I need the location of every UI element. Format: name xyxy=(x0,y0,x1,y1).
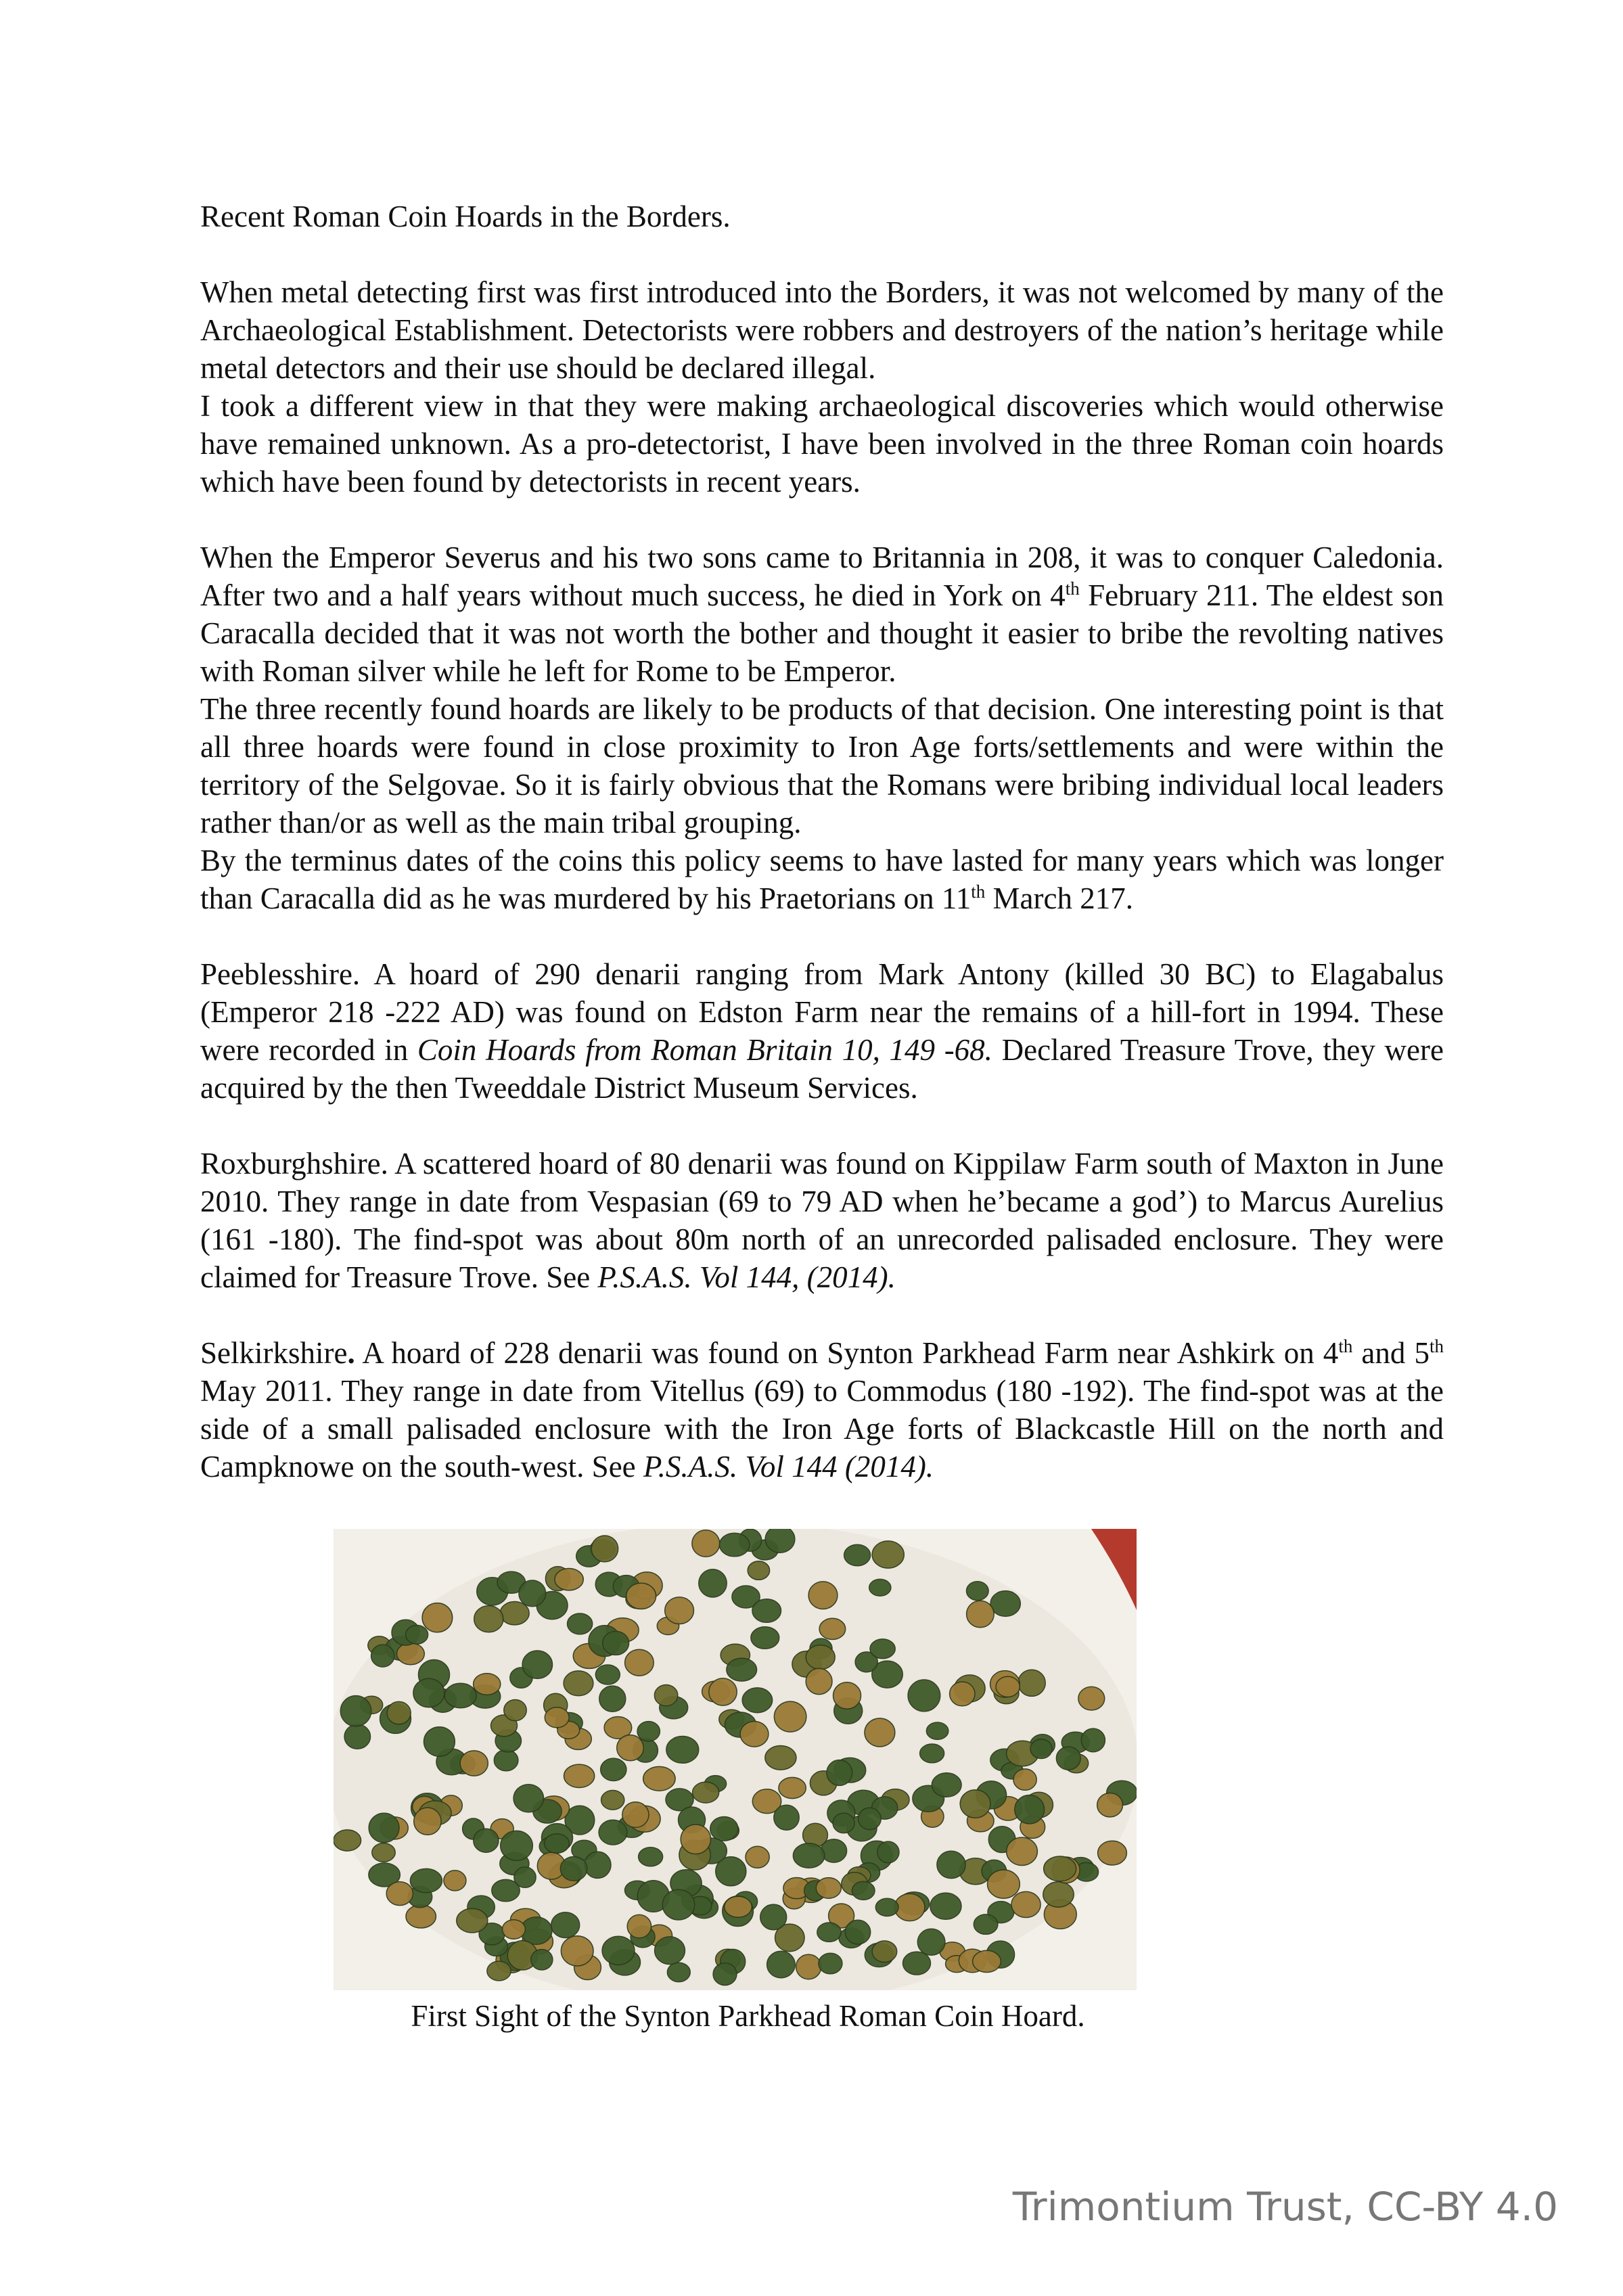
selkirkshire-paragraph: Selkirkshire. A hoard of 228 denarii was found on Synton Parkhead Farm near Ashkirk on 4th and 5th May 2011. They range in date from Vitellus (69) to Commodus (180 -192). The find-spot was at the side of a small palisaded enclosure with the Iron Age forts of Blackcastle Hill on the north and Campknowe on the south-west. See P.S.A.S. Vol 144 (2014). xyxy=(200,1336,1444,1484)
coin xyxy=(817,1923,841,1942)
coin xyxy=(387,1701,411,1724)
coin xyxy=(371,1645,394,1667)
selkirkshire-reference: P.S.A.S. Vol 144 (2014). xyxy=(643,1450,934,1484)
coin xyxy=(746,1846,769,1868)
coin xyxy=(603,1631,629,1655)
coin xyxy=(827,1760,852,1786)
coin xyxy=(990,1591,1020,1617)
coin xyxy=(444,1870,466,1891)
coin xyxy=(424,1727,455,1757)
coin xyxy=(819,1618,846,1639)
coin xyxy=(713,1963,737,1985)
coin xyxy=(748,1561,769,1580)
coin xyxy=(665,1597,694,1624)
coin xyxy=(406,1626,428,1645)
coin xyxy=(1081,1728,1105,1752)
coin xyxy=(960,1790,990,1818)
coin xyxy=(625,1649,654,1676)
coin xyxy=(564,1764,595,1787)
coin xyxy=(844,1544,871,1565)
coin xyxy=(917,1929,945,1955)
coin xyxy=(903,1952,931,1975)
coin xyxy=(779,1777,806,1798)
intro-paragraph-1: When metal detecting first was first introduced into the Borders, it was not welcomed by many of the Archaeological Establishment. Detectorists were robbers and destroyers of the nation’s heritage while metal detectors and their use should be declared illegal. xyxy=(200,275,1444,385)
coin xyxy=(752,1599,781,1623)
coin xyxy=(967,1601,995,1627)
coin xyxy=(926,1722,948,1739)
coin xyxy=(555,1569,583,1590)
coin xyxy=(1018,1670,1045,1696)
coin xyxy=(1056,1747,1080,1770)
coin xyxy=(872,1941,897,1962)
coin xyxy=(531,1950,553,1970)
coin xyxy=(494,1750,518,1771)
coin xyxy=(397,1643,425,1665)
coin xyxy=(808,1582,838,1609)
coin xyxy=(1044,1856,1076,1881)
coin xyxy=(599,1686,626,1712)
coin xyxy=(1043,1882,1074,1908)
coin xyxy=(545,1834,570,1854)
coin xyxy=(709,1678,737,1705)
coin xyxy=(974,1914,998,1934)
coin xyxy=(662,1889,695,1920)
coin xyxy=(796,1954,821,1979)
coin xyxy=(599,1820,627,1845)
coin xyxy=(595,1665,620,1684)
coin xyxy=(561,1936,593,1966)
coin xyxy=(852,1881,875,1900)
spacer xyxy=(200,235,1444,273)
coin xyxy=(819,1953,842,1973)
coin xyxy=(725,1896,752,1917)
coin xyxy=(833,1682,861,1709)
coin-hoard-photo xyxy=(334,1529,1137,1990)
coin xyxy=(1011,1891,1041,1917)
coin xyxy=(875,1898,898,1916)
coin xyxy=(1097,1793,1123,1817)
coin xyxy=(502,1920,525,1939)
coin xyxy=(643,1766,675,1791)
coin xyxy=(845,1920,870,1944)
coin xyxy=(774,1805,799,1830)
coin xyxy=(973,1950,1001,1972)
coin xyxy=(444,1683,476,1707)
coin xyxy=(865,1718,895,1747)
coin xyxy=(504,1700,526,1721)
coin xyxy=(406,1905,436,1928)
coin xyxy=(413,1678,444,1707)
coin xyxy=(568,1613,593,1634)
coin xyxy=(765,1529,795,1553)
coin xyxy=(617,1735,644,1761)
coin xyxy=(859,1808,882,1829)
history-paragraph-2: The three recently found hoards are likely to be products of that decision. One interesting point is that all three hoards were found in close proximity to Iron Age forts/settlements and were within the territory of the Selgovae. So it is fairly obvious that the Romans were bribing individual local leaders rather than/or as well as the main tribal grouping. xyxy=(200,692,1444,840)
coin xyxy=(872,1541,904,1568)
coin xyxy=(950,1682,975,1706)
coin xyxy=(869,1579,891,1596)
coin xyxy=(1030,1739,1052,1759)
coin xyxy=(667,1962,690,1981)
coin xyxy=(457,1908,488,1933)
coin xyxy=(492,1879,520,1901)
coin xyxy=(920,1744,944,1763)
coin xyxy=(833,1813,854,1833)
coin xyxy=(666,1737,699,1764)
coin xyxy=(474,1606,503,1632)
coin xyxy=(369,1813,399,1842)
coin xyxy=(340,1696,371,1726)
coin xyxy=(894,1893,925,1921)
peeblesshire-reference: Coin Hoards from Roman Britain 10, 149 -68. xyxy=(417,1033,992,1067)
coin xyxy=(551,1912,580,1938)
coin xyxy=(765,1746,796,1770)
coin xyxy=(1007,1837,1038,1865)
coin xyxy=(821,1839,846,1862)
coin xyxy=(422,1603,453,1632)
coin xyxy=(681,1824,710,1854)
coin xyxy=(988,1870,1020,1898)
coin xyxy=(519,1580,546,1607)
coin xyxy=(386,1882,413,1906)
peeblesshire-paragraph: Peeblesshire. A hoard of 290 denarii ranging from Mark Antony (killed 30 BC) to Elagabalus (Emperor 218 -222 AD) was found on Edston Farm near the remains of a hill-fort in 1994. These were recorded in Coin Hoards from Roman Britain 10, 149 -68. Declared Treasure Trove, they were acquired by the then Tweeddale District Museum Services. xyxy=(200,957,1444,1105)
intro-paragraph-2: I took a different view in that they were making archaeological discoveries which would otherwise have remained unknown. As a pro-detectorist, I have been involved in the three Roman coin hoards which have been found by detectorists in recent years. xyxy=(200,389,1444,499)
coin xyxy=(545,1707,569,1728)
coin xyxy=(967,1582,989,1601)
coin xyxy=(760,1904,787,1930)
coin xyxy=(501,1831,533,1860)
coin xyxy=(1078,1686,1105,1710)
coin xyxy=(500,1602,529,1625)
coin xyxy=(877,1841,899,1863)
coin xyxy=(637,1722,660,1741)
article-body xyxy=(200,198,1444,1486)
coin xyxy=(1015,1795,1045,1824)
coin xyxy=(751,1627,779,1649)
coin xyxy=(930,1893,961,1919)
coin xyxy=(627,1914,651,1937)
coin xyxy=(699,1569,727,1597)
coin xyxy=(654,1685,677,1706)
coin xyxy=(710,1817,738,1841)
spacer xyxy=(200,917,1444,955)
document-title: Recent Roman Coin Hoards in the Borders. xyxy=(200,200,731,233)
roxburghshire-paragraph: Roxburghshire. A scattered hoard of 80 denarii was found on Kippilaw Farm south of Maxton in June 2010. They range in date from Vespasian (69 to 79 AD when he’became a god’) to Marcus Aurelius (161 -180). The find-spot was about 80m north of an unrecorded palisaded enclosure. They were claimed for Treasure Trove. See P.S.A.S. Vol 144, (2014). xyxy=(200,1147,1444,1294)
spacer xyxy=(200,1296,1444,1334)
coin xyxy=(474,1674,501,1695)
coin xyxy=(816,1878,841,1899)
coin xyxy=(655,1937,685,1965)
coin xyxy=(908,1680,940,1712)
coin xyxy=(601,1758,626,1781)
coin xyxy=(564,1671,593,1696)
coin xyxy=(806,1668,832,1694)
coin xyxy=(806,1645,835,1670)
spacer xyxy=(200,501,1444,538)
coin xyxy=(870,1639,895,1659)
coin xyxy=(602,1936,635,1965)
coin xyxy=(937,1851,965,1878)
coin xyxy=(1013,1769,1036,1790)
coin xyxy=(720,1533,750,1557)
coin xyxy=(767,1951,796,1977)
photo-caption: First Sight of the Synton Parkhead Roman Coin Hoard. xyxy=(411,1999,1085,2033)
history-paragraph-1: When the Emperor Severus and his two sons came to Britannia in 208, it was to conquer Caledonia. After two and a half years without much success, he died in York on 4th February 211. The eldest son Caracalla decided that it was not worth the bother and thought it easier to bribe the revolting natives with Roman silver while he left for Rome to be Emperor. xyxy=(200,541,1444,688)
coin-hoard-illustration xyxy=(334,1529,1137,1990)
coin xyxy=(513,1785,543,1812)
coin xyxy=(692,1530,720,1557)
coin xyxy=(474,1829,499,1852)
coin xyxy=(626,1583,656,1609)
coin xyxy=(693,1782,719,1803)
coin xyxy=(460,1751,488,1776)
coin xyxy=(585,1852,611,1878)
coin xyxy=(793,1843,824,1868)
coin xyxy=(996,1676,1020,1697)
license-watermark: Trimontium Trust, CC-BY 4.0 xyxy=(1012,2184,1558,2230)
coin xyxy=(742,1688,772,1713)
coin xyxy=(1098,1841,1127,1865)
coin xyxy=(414,1808,441,1835)
coin xyxy=(932,1773,961,1797)
coin xyxy=(740,1722,769,1747)
roxburghshire-reference: P.S.A.S. Vol 144, (2014). xyxy=(597,1260,896,1294)
coin xyxy=(372,1843,395,1862)
coin xyxy=(344,1724,370,1749)
coin xyxy=(601,1791,624,1810)
coin xyxy=(410,1868,442,1892)
coin xyxy=(727,1658,757,1681)
coin xyxy=(560,1857,587,1881)
coin xyxy=(774,1701,806,1732)
spacer xyxy=(200,1107,1444,1145)
coin xyxy=(639,1847,663,1866)
coin xyxy=(522,1651,552,1678)
coin xyxy=(622,1802,649,1828)
history-paragraph-3: By the terminus dates of the coins this policy seems to have lasted for many years which was longer than Caracalla did as he was murdered by his Praetorians on 11th March 217. xyxy=(200,844,1444,915)
coin xyxy=(487,1961,511,1981)
coin xyxy=(334,1830,361,1851)
coin xyxy=(591,1536,618,1562)
